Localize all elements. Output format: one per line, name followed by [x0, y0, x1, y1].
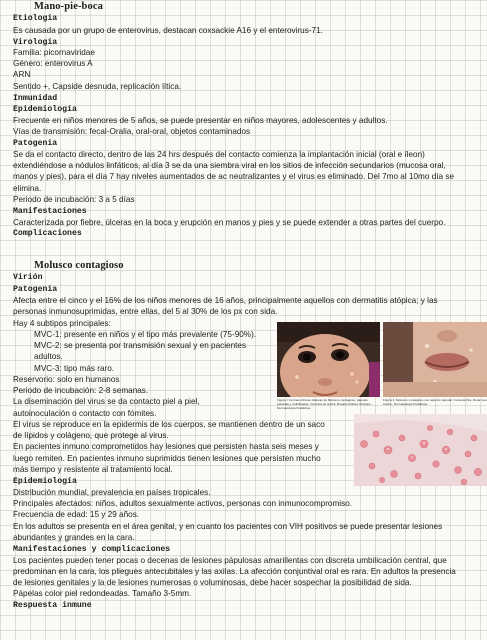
patogenia2-line: personas inmunosuprimidas, entre ellas, del 5 al 30% de los px con sida. [13, 307, 278, 316]
epidemiologia2-heading: Epidemiología [13, 477, 77, 486]
subtipo-line: MVC-2: se presenta por transmisión sexual y en pacientes [34, 341, 247, 350]
epidemiologia-line: Frecuente en niños menores de 5 años, se puede presentar en niños mayores, adolescentes y adultos. [13, 116, 388, 125]
complicaciones-heading: Complicaciones [13, 229, 82, 238]
molluscum-skin-lesions-photo [354, 414, 487, 486]
manifestaciones2-heading: Manifestaciones y complicaciones [13, 545, 171, 554]
virologia-heading: Virología [13, 38, 58, 47]
patogenia2-line: La diseminación del virus se da contacto piel a piel, [13, 397, 200, 406]
epidemiologia2-line: abundantes y grandes en la cara. [13, 533, 135, 542]
virologia-line: Sentido +, Capside desnuda, replicación lítica. [13, 82, 182, 91]
epidemiologia2-line: Frecuencia de edad: 15 y 29 años. [13, 510, 140, 519]
patogenia-line: elimina. [13, 184, 42, 193]
epidemiologia2-line: Distribución mundial, prevalencia en países tropicales. [13, 488, 211, 497]
figure1-caption: Figura I. Formas clínicas clásicas de Molusco contagioso, pápulas perladas y umbilicadas. Cortesía de la Dra. Rosario Robles Ocampo, Dermatología Pediátrica. [277, 399, 372, 410]
manifestaciones2-line: Los pacientes pueden tener pocas o decenas de lesiones pápulosas amarillentas con discreta umbilicación central, que [13, 556, 447, 565]
manifestaciones2-line: de lesiones genitales y la de lesiones numerosas o voluminosas, debe hacer sospechar la posibilidad de sida. [13, 578, 412, 587]
patogenia-line: extendiéndose a nódulos linfáticos, al día 3 se da una siembra viral en los sitios de infección secundarios (mucosa oral, [13, 161, 446, 170]
patogenia2-line: Afecta entre el cinco y el 16% de los niños menores de 16 años, principalmente aquellos con dermatitis atópica; y las [13, 296, 438, 305]
molluscum-child-photo-2 [383, 322, 487, 397]
patogenia-heading: Patogenia [13, 139, 58, 148]
manifestaciones2-line: predominan en la cara, los pliegues antecubitales y las axilas. La afección conjuntival oral es rara. En adultos la presencia [13, 567, 456, 576]
patogenia2-line: más tiempo y resistente al tratamiento local. [13, 465, 173, 474]
patogenia2-line: El virus se reproduce en la epidermis de los cuerpos, se mantienen dentro de un saco [13, 420, 325, 429]
patogenia2-line: de lípidos y colágeno, que protege al virus. [13, 431, 169, 440]
patogenia2-line: luego remiten. En pacientes inmuno suprimidos tienen lesiones que persisten mucho [13, 454, 321, 463]
patogenia-line: Se da el contacto directo, dentro de las 24 hrs después del contacto comienza la implantación inicial (oral e íleon) [13, 150, 425, 159]
subtipo-line: adultos. [34, 352, 63, 361]
virologia-line: ARN [13, 70, 31, 79]
epidemiologia2-line: Principales afectados: niños, adultos sexualmente activos, personas con inmunocompromiso. [13, 499, 353, 508]
patogenia-line: Periodo de incubación: 3 a 5 días [13, 195, 135, 204]
patogenia2-line: En pacientes inmuno comprometidos hay lesiones que persisten hasta seis meses y [13, 442, 319, 451]
epidemiologia-line: Vías de transmisión: fecal-Oralia, oral-oral, objetos contaminados [13, 127, 251, 136]
virologia-line: Género: enterovirus A [13, 59, 93, 68]
epidemiologia2-line: En los adultos se presenta en el área genital, y en cuanto los pacientes con VIH positivos se puede presentar lesiones [13, 522, 443, 531]
manifestaciones-text: Caracterizada por fiebre, úlceras en la boca y erupción en manos y pies y se puede extender a otras partes del cuerpo. [13, 218, 446, 227]
patogenia2-line: Periodo de incubación: 2-8 semanas. [13, 386, 149, 395]
etiologia-heading: Etiología [13, 14, 58, 23]
patogenia2-line: Hay 4 subtipos principales: [13, 319, 111, 328]
epidemiologia-heading: Epidemiología [13, 105, 77, 114]
section2-title: Molusco contagioso [34, 260, 124, 271]
manifestaciones-heading: Manifestaciones [13, 207, 87, 216]
etiologia-text: Es causada por un grupo de enterovirus, destacan coxsackie A16 y el enterovirus-71. [13, 26, 323, 35]
manifestaciones2-line: Pápelas color piel redondeadas. Tamaño 3-5mm. [13, 589, 192, 598]
patogenia2-line: autoinoculación o contacto con fómites. [13, 409, 157, 418]
subtipo-line: MVC-3: tipo más raro. [34, 364, 115, 373]
patogenia-line: manos y pies), para el día 7 hay niveles aumentados de ac neutralizantes y el virus es eliminado. Del 7mo al 10mo día se [13, 172, 454, 181]
patogenia2-line: Reservorio: solo en humanos [13, 375, 120, 384]
subtipo-line: MVC-1: presente en niños y el tipo más prevalente (75-90%). [34, 330, 257, 339]
inmunidad-heading: Inmunidad [13, 94, 58, 103]
figure2-caption: Figura 4. Molusco contagioso con aspecto papular. Cortesía Dra. Rosa Ines Castro, Dermatología Pediátrica. [383, 399, 487, 406]
section1-title: Mano-pie-boca [34, 1, 103, 12]
molluscum-child-photo-1 [277, 322, 380, 397]
virologia-line: Familia: picornaviridae [13, 48, 95, 57]
respuesta-inmune-heading: Respuesta inmune [13, 601, 92, 610]
patogenia2-heading: Patogenia [13, 285, 58, 294]
virion-heading: Virión [13, 273, 43, 282]
